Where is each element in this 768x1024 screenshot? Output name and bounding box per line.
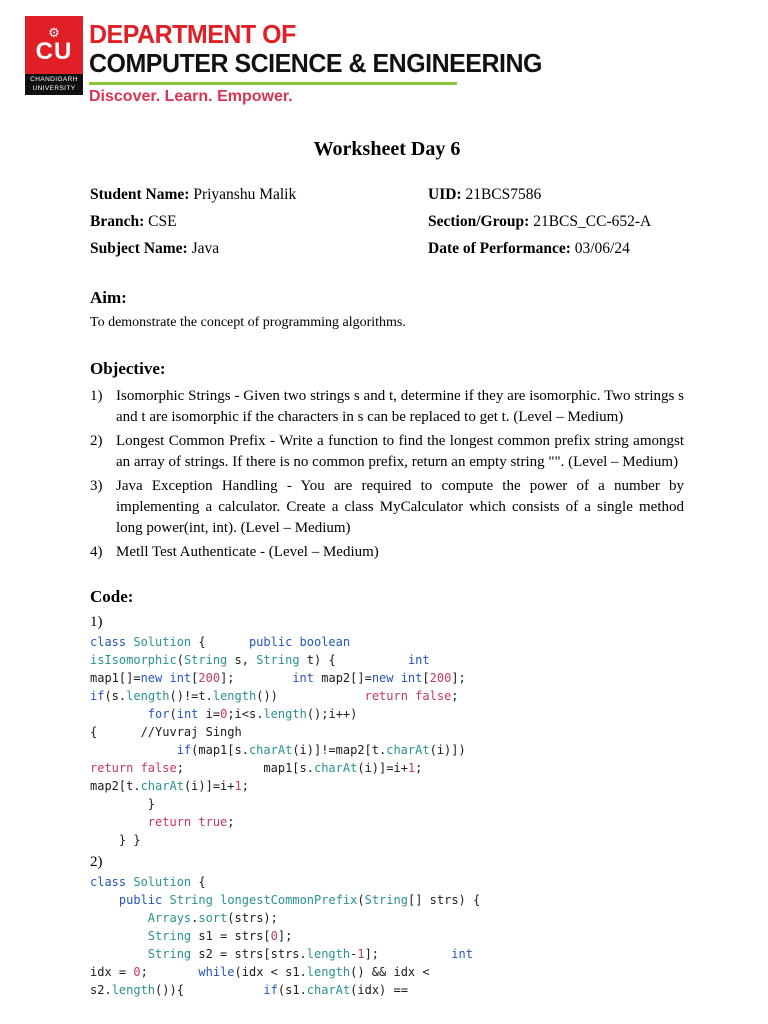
code-line: public String longestCommonPrefix(String[] strs) { <box>118 893 481 908</box>
code-line: isIsomorphic(String s, String t) { int <box>90 653 430 668</box>
code-line: class Solution { public boolean <box>90 635 351 650</box>
code-line: s2.length()){ if(s1.charAt(idx) == <box>90 983 408 998</box>
code-line: map1[]=new int[200]; int map2[]=new int[200]; <box>90 671 466 686</box>
objective-item-text: Isomorphic Strings - Given two strings s and t, determine if they are isomorphic. Two strings s and t are isomorphic if the characters in s can be replaced to get t. (Level – Medium) <box>116 387 684 426</box>
objective-item <box>90 476 684 540</box>
document-body <box>90 138 684 999</box>
code-block-label: 1) <box>90 614 103 631</box>
code-line: if(map1[s.charAt(i)]!=map2[t.charAt(i)]) <box>176 743 466 758</box>
code-block <box>90 873 684 999</box>
code-line: for(int i=0;i<s.length();i++) <box>147 707 358 722</box>
objective-item <box>90 542 684 563</box>
info-field: UID: 21BCS7586 <box>428 186 542 203</box>
objective-item <box>90 431 684 474</box>
objective-item-number: 2) <box>90 432 103 449</box>
university-tagline: Discover. Learn. Empower. <box>89 88 293 105</box>
university-emblem-icon: ⚙ <box>48 25 60 40</box>
code-line: String s1 = strs[0]; <box>147 929 293 944</box>
code-section-wrap <box>90 587 684 999</box>
objective-heading: Objective: <box>90 358 166 378</box>
university-name-line1: CHANDIGARH <box>30 76 78 83</box>
objective-item-text: Metll Test Authenticate - (Level – Medium) <box>116 543 379 560</box>
objective-list <box>90 386 684 564</box>
student-info-table <box>90 185 684 260</box>
header-divider <box>89 82 457 85</box>
aim-text: To demonstrate the concept of programming algorithms. <box>90 314 406 330</box>
code-heading: Code: <box>90 587 134 607</box>
info-field: Section/Group: 21BCS_CC-652-A <box>428 212 652 230</box>
aim-section <box>90 288 684 331</box>
university-header <box>25 16 561 106</box>
code-line: return false; map1[s.charAt(i)]=i+1; <box>90 761 423 776</box>
info-field: Branch: CSE <box>90 212 177 230</box>
code-line: class Solution { <box>90 875 206 890</box>
department-header <box>89 16 561 106</box>
aim-heading: Aim: <box>90 287 127 307</box>
info-field: Student Name: Priyanshu Malik <box>90 186 297 203</box>
objective-item-number: 1) <box>90 387 103 404</box>
code-line: } <box>90 797 156 812</box>
department-name-text: COMPUTER SCIENCE & ENGINEERING <box>89 48 542 78</box>
code-line: Arrays.sort(strs); <box>147 911 278 926</box>
cu-logo-text: CU <box>35 38 73 65</box>
cu-logo-square <box>25 16 83 74</box>
university-name-line2: UNIVERSITY <box>32 84 76 92</box>
code-block <box>90 633 684 849</box>
code-line: idx = 0; while(idx < s1.length() && idx < <box>90 965 430 980</box>
university-name-bar <box>25 74 83 95</box>
code-line: if(s.length()!=t.length()) return false; <box>90 689 459 704</box>
code-line: } } <box>90 833 141 848</box>
code-line: return true; <box>147 815 235 830</box>
code-line: map2[t.charAt(i)]=i+1; <box>90 779 249 794</box>
code-line: String s2 = strs[strs.length-1]; int <box>147 947 473 962</box>
objective-item-text: Java Exception Handling - You are required to compute the power of a number by implementing a calculator. Create a class MyCalculator which consists of a single method long power(int, int). (Level – Medium) <box>116 477 684 537</box>
info-field: Date of Performance: 03/06/24 <box>428 239 630 257</box>
cu-logo <box>25 16 83 106</box>
objective-item-number: 3) <box>90 477 103 494</box>
objective-item-text: Longest Common Prefix - Write a function to find the longest common prefix string amongst an array of strings. If there is no common prefix, return an empty string "". (Level – Medium) <box>116 432 684 471</box>
worksheet-title: Worksheet Day 6 <box>313 138 461 160</box>
info-field: Subject Name: Java <box>90 239 220 257</box>
code-section <box>90 614 684 999</box>
department-of-text: DEPARTMENT OF <box>89 19 296 49</box>
code-block-label: 2) <box>90 854 103 871</box>
code-line: { //Yuvraj Singh <box>90 725 242 740</box>
objective-item <box>90 386 684 429</box>
objective-section <box>90 359 684 564</box>
objective-item-number: 4) <box>90 543 103 560</box>
